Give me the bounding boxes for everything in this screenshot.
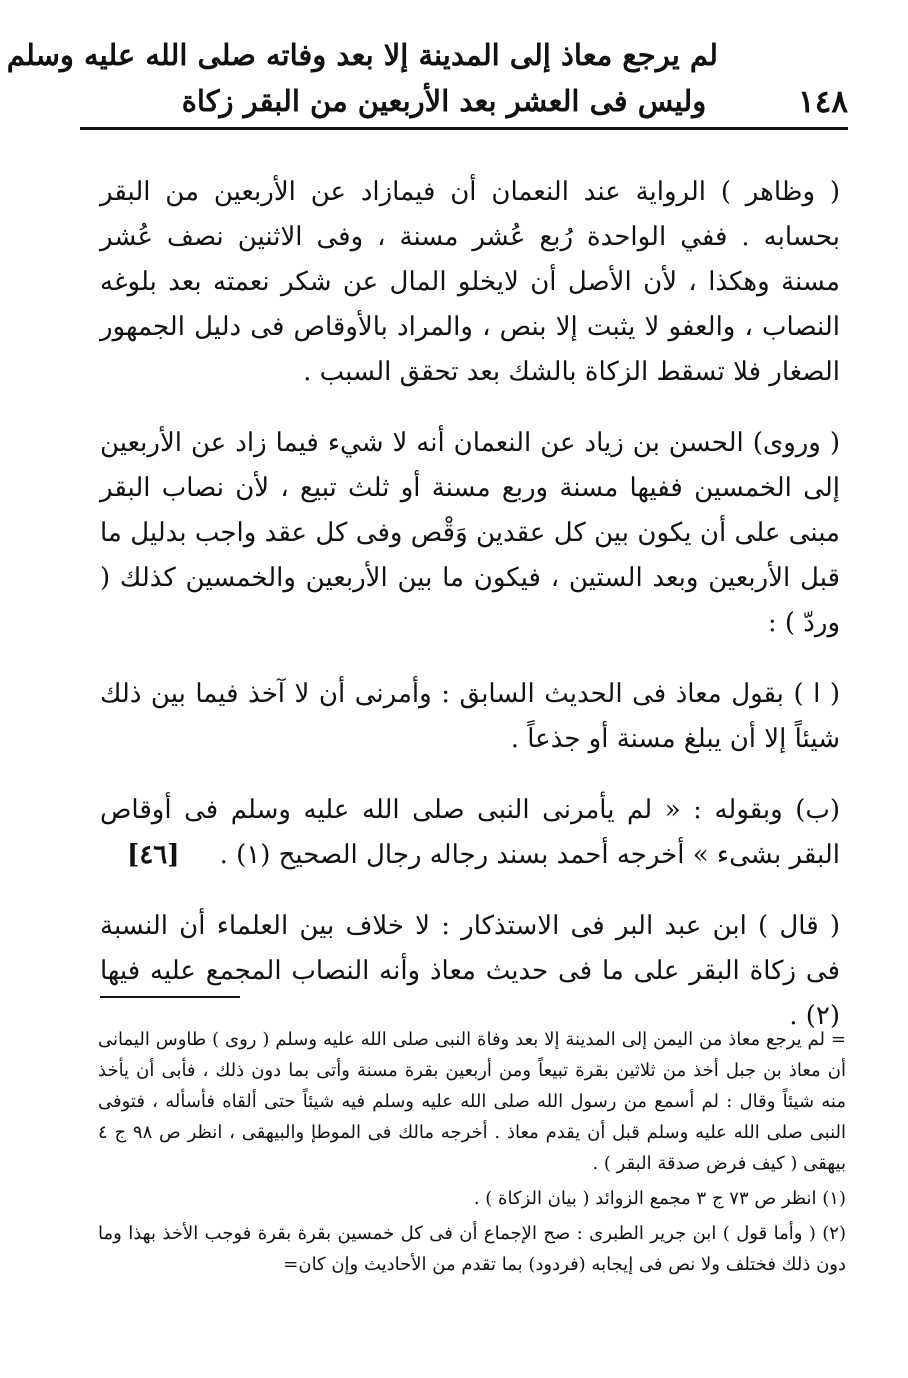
footnotes xyxy=(98,1024,846,1284)
footnote-1: (١) انظر ص ٧٣ ج ٣ مجمع الزوائد ( بيان الزكاة ) . xyxy=(473,1188,846,1209)
footnote-2: (٢) ( وأما قول ) ابن جرير الطبرى : صح الإجماع أن فى كل خمسين بقرة بقرة فوجب الأخذ بهذا وما دون ذلك فختلف ولا نص فى إيجابه (فردود) بما تقدم من الأحاديث وإن كان= xyxy=(98,1223,846,1275)
paragraph-5: ( قال ) ابن عبد البر فى الاستذكار : لا خلاف بين العلماء أن النسبة فى زكاة البقر على ما فى حديث معاذ وأنه النصاب المجمع عليه فيها (٢) . xyxy=(100,911,840,1031)
paragraph-1: ( وظاهر ) الرواية عند النعمان أن فيمازاد عن الأربعين من البقر بحسابه . ففي الواحدة رُبع عُشر مسنة ، وفى الاثنين نصف عُشر مسنة وهكذا ، لأن الأصل أن لايخلو المال عن شكر نعمته بعد بلوغه النصاب ، والعفو لا يثبت إلا بنص ، والمراد بالأوقاص فى دليل الجمهور الصغار فلا تسقط الزكاة بالشك بعد تحقق السبب . xyxy=(100,177,840,387)
paragraph-3: ( ا ) بقول معاذ فى الحديث السابق : وأمرنى أن لا آخذ فيما بين ذلك شيئاً إلا أن يبلغ مسنة أو جذعاً . xyxy=(100,679,840,754)
running-title-line-2: وليس فى العشر بعد الأربعين من البقر زكاة xyxy=(181,84,707,118)
page-number: ١٤٨ xyxy=(798,84,848,120)
hadith-reference-number: [٤٦] xyxy=(127,840,180,870)
running-title-line-1: لم يرجع معاذ إلى المدينة إلا بعد وفاته صلى الله عليه وسلم xyxy=(6,38,718,72)
main-text xyxy=(100,170,840,1065)
footnote-continuation: = لم يرجع معاذ من اليمن إلى المدينة إلا بعد وفاة النبى صلى الله عليه وسلم ( روى ) طاوس اليمانى أن معاذ بن جبل أخذ من ثلاثين بقرة تبيعاً ومن أربعين بقرة مسنة وأتى بما دون ذلك ، فأبى أن يأخذ منه شيئاً وقال : لم أسمع من رسول الله صلى الله عليه وسلم فيه شيئاً حتى ألقاه فأسأله ، فتوفى النبى صلى الله عليه وسلم قبل أن يقدم معاذ . أخرجه مالك فى الموطإ والبيهقى ، انظر ص ٩٨ ج ٤ بيهقى ( كيف فرض صدقة البقر ) . xyxy=(98,1029,846,1174)
paragraph-2: ( وروى) الحسن بن زياد عن النعمان أنه لا شيء فيما زاد عن الأربعين إلى الخمسين ففيها مسنة وربع مسنة أو ثلث تبيع ، لأن نصاب البقر مبنى على أن يكون بين كل عقدين وَقْص وفى كل عقد واجب بدليل ما قبل الأربعين وبعد الستين ، فيكون ما بين الأربعين والخمسين كذلك ( وردّ ) : xyxy=(100,428,840,638)
paragraph-4-text: (ب) وبقوله : « لم يأمرنى النبى صلى الله عليه وسلم فى أوقاص البقر بشىء » أخرجه أحمد بسند رجاله رجال الصحيح (١) . xyxy=(100,795,840,870)
page-header xyxy=(6,38,848,130)
paragraph-4 xyxy=(100,788,840,878)
footnote-divider xyxy=(100,996,240,998)
header-divider xyxy=(80,127,848,130)
